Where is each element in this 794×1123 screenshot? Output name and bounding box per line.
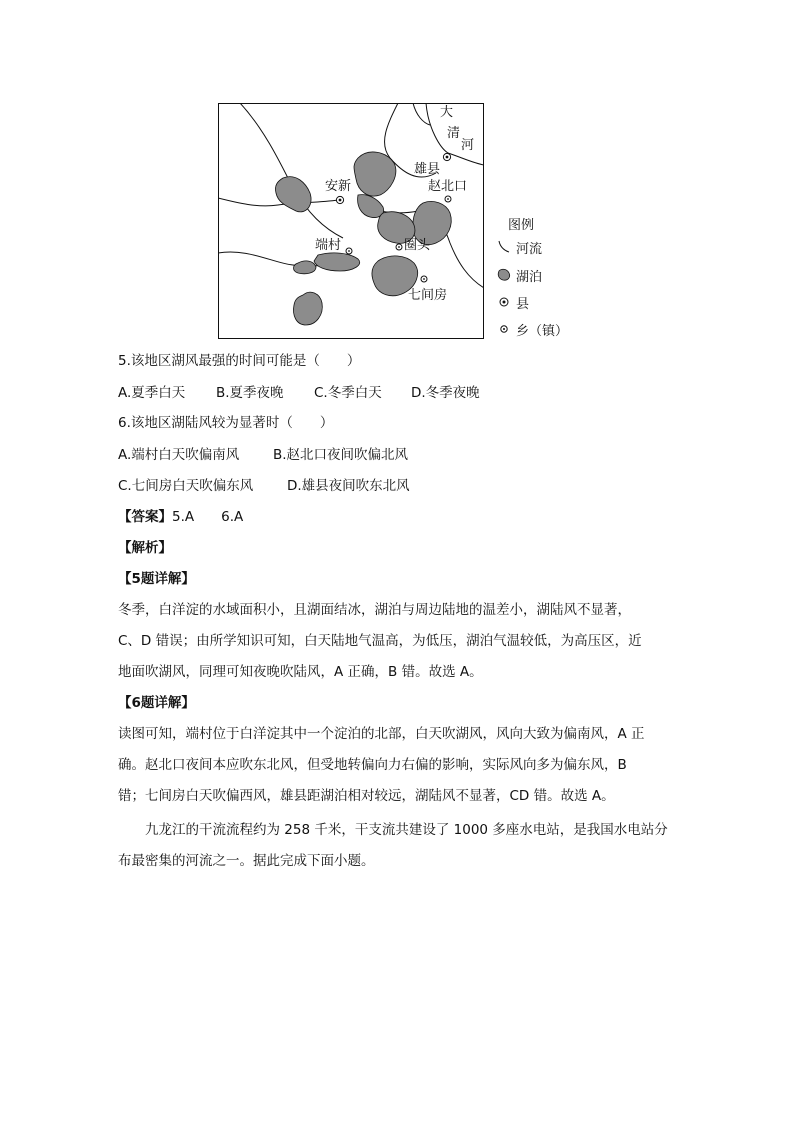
- q5-stem: 5.该地区湖风最强的时间可能是（ ）: [118, 353, 361, 369]
- q6-stem: 6.该地区湖陆风较为显著时（ ）: [118, 415, 334, 431]
- legend-label: 乡（镇）: [516, 323, 569, 339]
- county-icon: [443, 153, 450, 160]
- legend-title: 图例: [508, 218, 535, 233]
- q5-option-c: C.冬季白天: [314, 385, 382, 401]
- legend-item-lake: [494, 266, 542, 284]
- detail-line: C、D 错误；由所学知识可知，白天陆地气温高，为低压，湖泊气温较低，为高压区，近: [118, 633, 642, 649]
- answer-text: 5.A 6.A: [172, 509, 244, 525]
- q5-option-b: B.夏季夜晚: [216, 385, 284, 401]
- detail-line: 错；七间房白天吹偏西风，雄县距湖泊相对较远，湖陆风不显著，CD 错。故选 A。: [118, 788, 615, 804]
- detail-line: 冬季，白洋淀的水域面积小，且湖面结冰，湖泊与周边陆地的温差小，湖陆风不显著，: [118, 602, 631, 618]
- place-label-anxin: 安新: [325, 179, 352, 194]
- detail-6-title: 【6题详解】: [118, 695, 195, 711]
- river-label: 河: [461, 138, 475, 153]
- q5-option-d: D.冬季夜晚: [411, 385, 480, 401]
- next-question-intro: [118, 815, 678, 877]
- lake-icon: [494, 267, 514, 283]
- town-icon: [346, 248, 352, 254]
- detail-line: 地面吹湖风，同理可知夜晚吹陆风，A 正确，B 错。故选 A。: [118, 664, 483, 680]
- place-label-duancun: 端村: [315, 238, 342, 253]
- q6-option-c: C.七间房白天吹偏东风: [118, 478, 254, 494]
- lake-map: [218, 103, 484, 339]
- legend-item-town: [494, 320, 568, 338]
- river-label: 清: [447, 126, 461, 141]
- river-label: 大: [440, 105, 454, 120]
- place-label-quantou: 圈头: [404, 238, 431, 253]
- detail-line: 读图可知，端村位于白洋淀其中一个淀泊的北部，白天吹湖风，风向大致为偏南风，A 正: [118, 726, 645, 742]
- place-label-zhaobeikou: 赵北口: [428, 179, 468, 194]
- q6-option-b: B.赵北口夜间吹偏北风: [273, 447, 409, 463]
- town-icon: [445, 196, 451, 202]
- place-label-qijianfang: 七间房: [408, 288, 448, 303]
- detail-5-title: 【5题详解】: [118, 571, 195, 587]
- detail-6-body: [118, 719, 678, 812]
- county-icon: [336, 196, 343, 203]
- q5-option-a: A.夏季白天: [118, 385, 186, 401]
- place-label-xiongxian: 雄县: [414, 162, 441, 177]
- town-icon: [396, 244, 402, 250]
- town-icon: [421, 276, 427, 282]
- legend-label: 湖泊: [516, 269, 543, 285]
- q6-option-a: A.端村白天吹偏南风: [118, 447, 240, 463]
- town-icon: [494, 321, 514, 337]
- detail-line: 确。赵北口夜间本应吹东北风，但受地转偏向力右偏的影响，实际风向多为偏东风，B: [118, 757, 627, 773]
- map-figure: [218, 103, 484, 339]
- intro-line: 九龙江的干流流程约为 258 千米，干支流共建设了 1000 多座水电站，是我国水电站分: [118, 822, 668, 838]
- legend-label: 县: [516, 296, 530, 312]
- analysis-label: 【解析】: [118, 540, 172, 556]
- answer-label: 【答案】: [118, 509, 172, 525]
- answer-line: [118, 507, 243, 527]
- legend-item-river: [494, 238, 542, 256]
- legend-label: 河流: [516, 241, 543, 257]
- q6-option-d: D.雄县夜间吹东北风: [287, 478, 410, 494]
- detail-5-body: [118, 595, 678, 688]
- legend-item-county: [494, 293, 529, 311]
- county-icon: [494, 294, 514, 310]
- river-icon: [494, 239, 514, 255]
- intro-line: 布最密集的河流之一。据此完成下面小题。: [118, 853, 375, 869]
